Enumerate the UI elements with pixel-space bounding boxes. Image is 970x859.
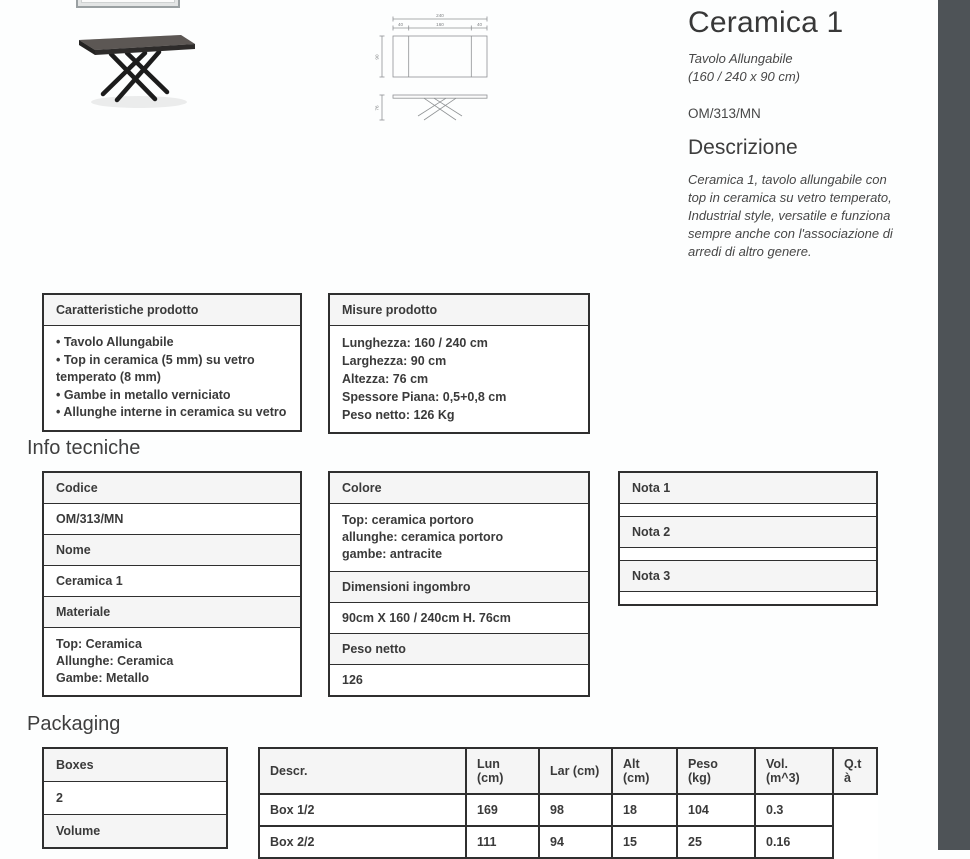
svg-text:90: 90 xyxy=(374,54,380,60)
caratteristiche-header: Caratteristiche prodotto xyxy=(43,294,301,326)
col-lar: Lar (cm) xyxy=(539,748,612,794)
misure-header: Misure prodotto xyxy=(329,294,589,326)
misure-line: Peso netto: 126 Kg xyxy=(342,408,455,422)
info-mid-table xyxy=(328,471,590,697)
page-title: Ceramica 1 xyxy=(688,6,844,39)
boxes-value: 2 xyxy=(43,782,227,815)
cell-lun: 169 xyxy=(466,794,539,826)
table-legs xyxy=(103,52,167,100)
col-descr: Descr. xyxy=(259,748,466,794)
col-qta: Q.tà xyxy=(833,748,877,794)
boxes-label: Boxes xyxy=(43,748,227,782)
colore-line: allunghe: ceramica portoro xyxy=(342,530,504,544)
col-peso: Peso (kg) xyxy=(677,748,755,794)
misure-line: Altezza: 76 cm xyxy=(342,372,429,386)
colore-line: Top: ceramica portoro xyxy=(342,513,474,527)
misure-body xyxy=(329,326,589,434)
drawing-top-view xyxy=(380,17,488,78)
svg-text:240: 240 xyxy=(436,13,444,19)
description-text: Ceramica 1, tavolo allungabile con top in ceramica su vetro temperato, Industrial style, versatile e funziona sempre anche con l'associazione di arredi di altro genere. xyxy=(688,172,893,259)
info-left-label: Materiale xyxy=(43,597,301,628)
cell-vol: 0.16 xyxy=(755,826,833,858)
misure-line: Spessore Piana: 0,5+0,8 cm xyxy=(342,390,507,404)
nota-label: Nota 2 xyxy=(619,517,877,548)
cropped-image-frame-inner xyxy=(81,0,175,3)
caratteristiche-item: • Gambe in metallo verniciato xyxy=(56,387,231,402)
info-left-label: Nome xyxy=(43,535,301,566)
product-subtitle xyxy=(688,50,895,86)
nota-label: Nota 3 xyxy=(619,561,877,592)
svg-text:160: 160 xyxy=(436,22,444,28)
technical-drawing xyxy=(372,6,502,126)
info-left-value xyxy=(43,628,301,697)
info-mid-label: Colore xyxy=(329,472,589,504)
description-heading: Descrizione xyxy=(688,136,798,159)
subtitle-line2: (160 / 240 x 90 cm) xyxy=(688,69,800,84)
drawing-front-view xyxy=(380,95,488,120)
table-row xyxy=(259,794,877,826)
info-left-table xyxy=(42,471,302,697)
cell-lun: 111 xyxy=(466,826,539,858)
info-left-label: Codice xyxy=(43,472,301,504)
svg-text:40: 40 xyxy=(476,22,483,28)
caratteristiche-item: • Top in ceramica (5 mm) su vetro temperato (8 mm) xyxy=(56,352,255,384)
nota-value-empty xyxy=(619,592,877,605)
packaging-data-table xyxy=(258,747,878,859)
cell-vol: 0.3 xyxy=(755,794,833,826)
misure-line: Larghezza: 90 cm xyxy=(342,354,447,368)
info-mid-value: 90cm X 160 / 240cm H. 76cm xyxy=(329,603,589,634)
packaging-header-row xyxy=(259,748,877,794)
col-lun: Lun (cm) xyxy=(466,748,539,794)
materiale-line: Gambe: Metallo xyxy=(56,671,150,685)
cell-lar: 94 xyxy=(539,826,612,858)
info-tecniche-heading: Info tecniche xyxy=(27,437,141,459)
cell-lar: 98 xyxy=(539,794,612,826)
info-mid-value: 126 xyxy=(329,665,589,697)
cell-descr: Box 1/2 xyxy=(259,794,466,826)
product-photo-table xyxy=(55,22,215,122)
colore-line: gambe: antracite xyxy=(342,547,443,561)
product-code: OM/313/MN xyxy=(688,106,761,121)
info-mid-value xyxy=(329,504,589,572)
viewer-side-panel xyxy=(938,0,970,850)
table-top xyxy=(79,35,195,55)
packaging-heading: Packaging xyxy=(27,713,121,735)
caratteristiche-table xyxy=(42,293,302,432)
volume-label: Volume xyxy=(43,815,227,849)
caratteristiche-body xyxy=(43,326,301,431)
col-alt: Alt (cm) xyxy=(612,748,677,794)
info-left-value: Ceramica 1 xyxy=(43,566,301,597)
subtitle-line1: Tavolo Allungabile xyxy=(688,51,793,66)
info-mid-label: Peso netto xyxy=(329,634,589,665)
product-header xyxy=(688,6,895,261)
svg-text:40: 40 xyxy=(397,22,404,28)
misure-line: Lunghezza: 160 / 240 cm xyxy=(342,336,488,350)
nota-value-empty xyxy=(619,548,877,561)
table-row xyxy=(259,826,877,858)
nota-value-empty xyxy=(619,504,877,517)
nota-label: Nota 1 xyxy=(619,472,877,504)
misure-table xyxy=(328,293,590,434)
svg-text:76: 76 xyxy=(374,105,380,111)
caratteristiche-item: • Allunghe interne in ceramica su vetro xyxy=(56,405,287,419)
caratteristiche-item: • Tavolo Allungabile xyxy=(56,335,174,349)
cell-alt: 18 xyxy=(612,794,677,826)
materiale-line: Allunghe: Ceramica xyxy=(56,654,174,668)
col-vol: Vol. (m^3) xyxy=(755,748,833,794)
packaging-boxes-table xyxy=(42,747,228,849)
cell-alt: 15 xyxy=(612,826,677,858)
materiale-line: Top: Ceramica xyxy=(56,637,142,651)
cell-peso: 25 xyxy=(677,826,755,858)
photo-shadow xyxy=(91,96,187,108)
cell-descr: Box 2/2 xyxy=(259,826,466,858)
cropped-image-frame xyxy=(76,0,180,8)
cell-peso: 104 xyxy=(677,794,755,826)
info-mid-label: Dimensioni ingombro xyxy=(329,572,589,603)
info-left-value: OM/313/MN xyxy=(43,504,301,535)
nota-table xyxy=(618,471,878,606)
